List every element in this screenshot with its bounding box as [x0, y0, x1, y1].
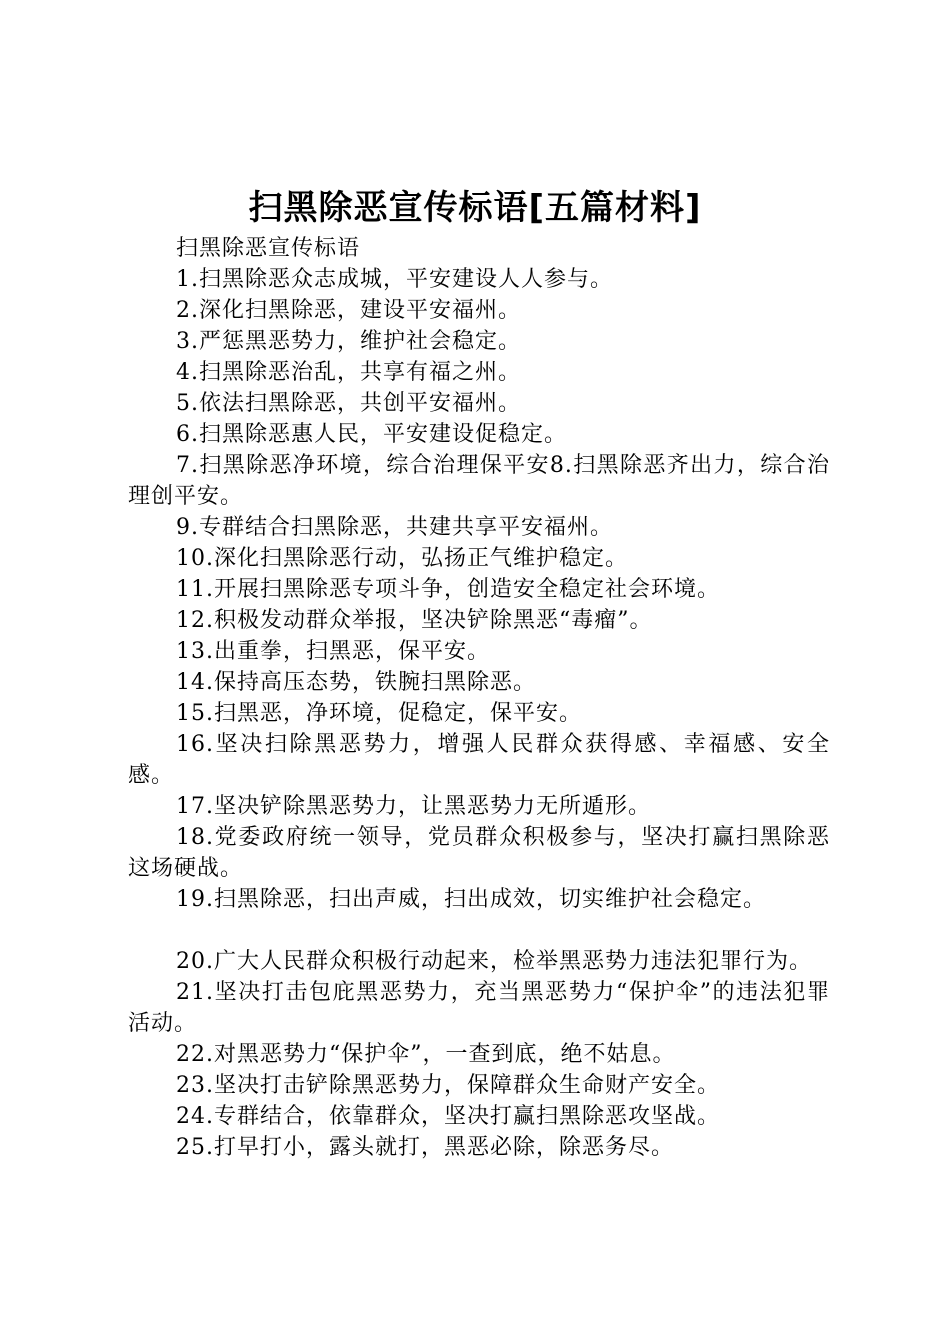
slogan-item: 17.坚决铲除黑恶势力，让黑恶势力无所遁形。: [176, 794, 651, 819]
slogan-item: 20.广大人民群众积极行动起来，检举黑恶势力违法犯罪行为。: [176, 949, 812, 974]
slogan-item: 13.出重拳，扫黑恶，保平安。: [176, 639, 490, 664]
slogan-item: 6.扫黑除恶惠人民，平安建设促稳定。: [176, 422, 567, 447]
slogan-item: 25.打早打小，露头就打，黑恶必除，除恶务尽。: [176, 1135, 674, 1160]
slogan-item: 14.保持高压态势，铁腕扫黑除恶。: [176, 670, 536, 695]
slogan-item: 4.扫黑除恶治乱，共享有福之州。: [176, 360, 521, 385]
slogan-item: 22.对黑恶势力“保护伞”，一查到底，绝不姑息。: [176, 1042, 676, 1067]
slogan-item: 18.党委政府统一领导，党员群众积极参与，坚决打赢扫黑除恶这场硬战。: [128, 825, 830, 881]
slogan-item: 16.坚决扫除黑恶势力，增强人民群众获得感、幸福感、安全感。: [128, 732, 830, 788]
slogan-item: 1.扫黑除恶众志成城，平安建设人人参与。: [176, 267, 613, 292]
slogan-item: 15.扫黑恶，净环境，促稳定，保平安。: [176, 701, 582, 726]
section-heading: 扫黑除恶宣传标语: [176, 236, 361, 261]
slogan-item: 24.专群结合，依靠群众，坚决打赢扫黑除恶攻坚战。: [176, 1104, 720, 1129]
slogan-item: 5.依法扫黑除恶，共创平安福州。: [176, 391, 521, 416]
document-title: 扫黑除恶宣传标语[五篇材料]: [248, 188, 702, 228]
slogan-item: 21.坚决打击包庇黑恶势力，充当黑恶势力“保护伞”的违法犯罪活动。: [128, 980, 830, 1036]
slogan-item: 7.扫黑除恶净环境，综合治理保平安8.扫黑除恶齐出力，综合治理创平安。: [128, 453, 830, 509]
slogan-item: 2.深化扫黑除恶，建设平安福州。: [176, 298, 521, 323]
slogan-item: 23.坚决打击铲除黑恶势力，保障群众生命财产安全。: [176, 1073, 720, 1098]
slogan-item: 19.扫黑除恶，扫出声威，扫出成效，切实维护社会稳定。: [176, 887, 766, 912]
slogan-item: 9.专群结合扫黑除恶，共建共享平安福州。: [176, 515, 613, 540]
slogan-item: 3.严惩黑恶势力，维护社会稳定。: [176, 329, 521, 354]
slogan-item: 12.积极发动群众举报，坚决铲除黑恶“毒瘤”。: [176, 608, 653, 633]
document-body: [128, 233, 830, 1163]
slogan-item: 10.深化扫黑除恶行动，弘扬正气维护稳定。: [176, 546, 628, 571]
blank-line: [128, 915, 830, 946]
slogan-item: 11.开展扫黑除恶专项斗争，创造安全稳定社会环境。: [176, 577, 720, 602]
